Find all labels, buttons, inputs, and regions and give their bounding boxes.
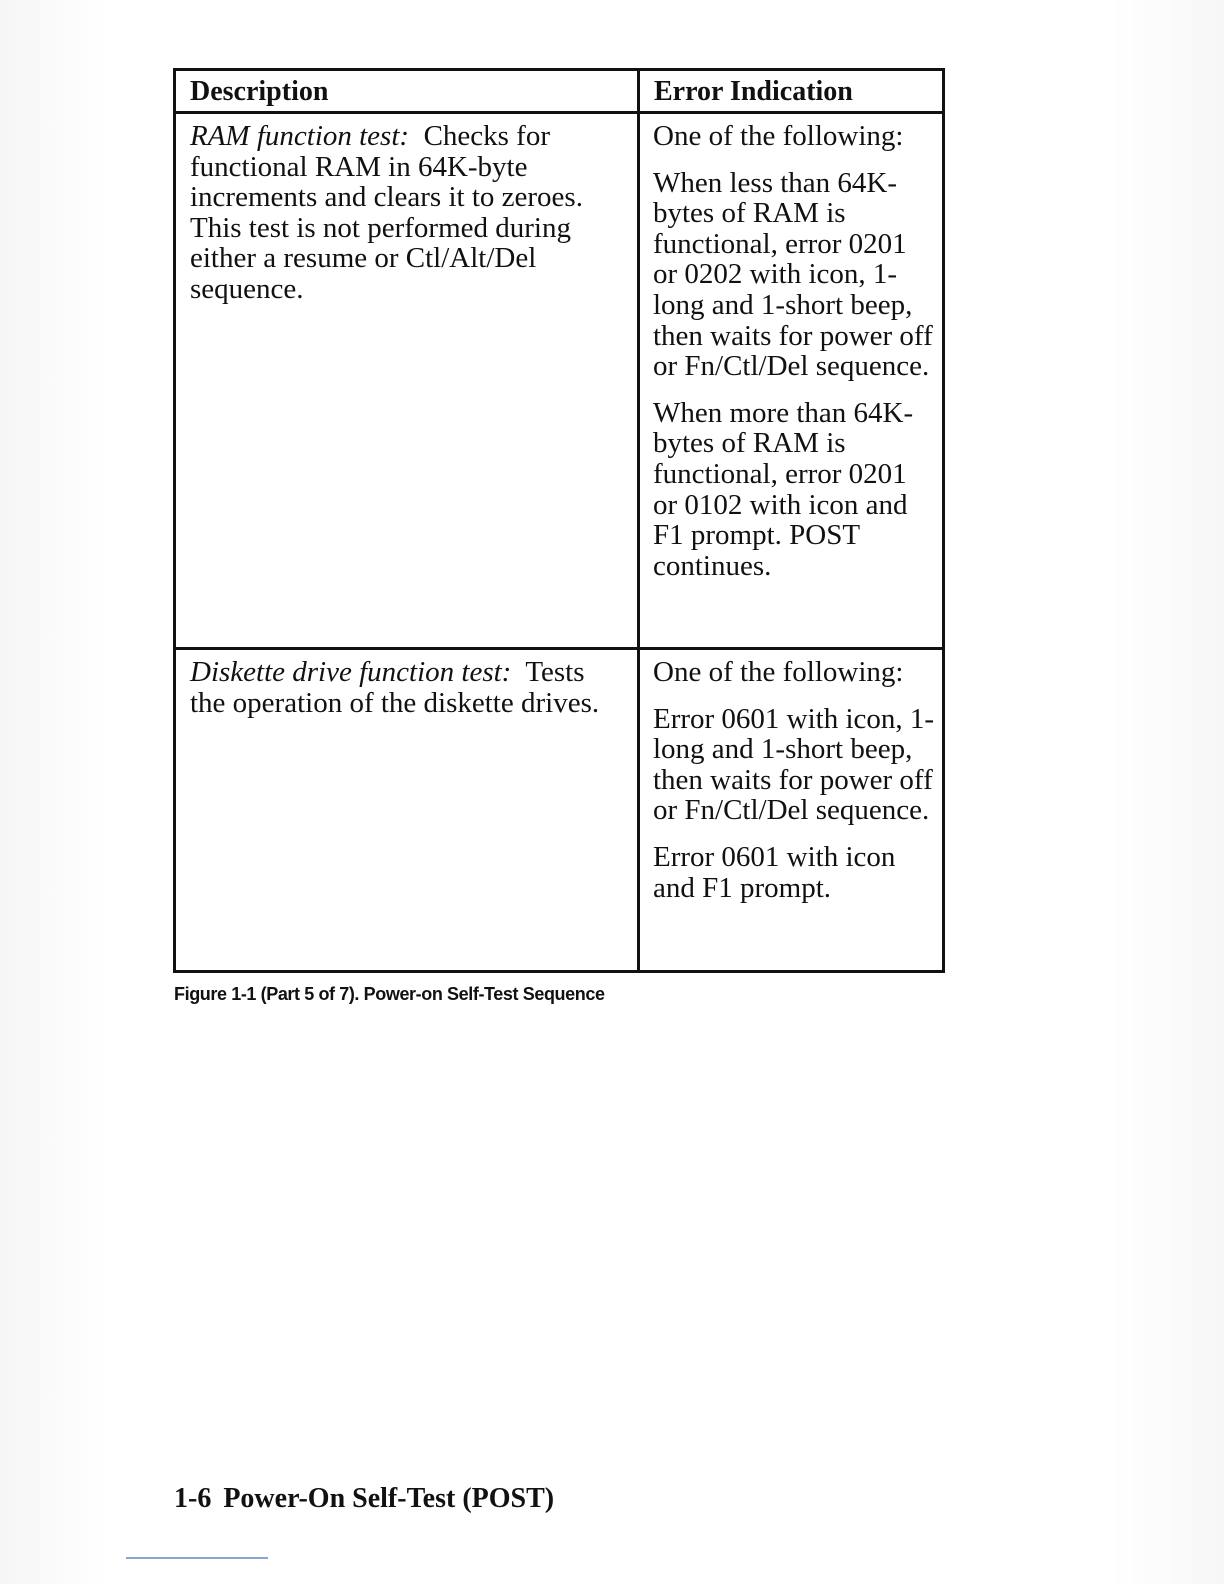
scan-edge-line — [126, 1557, 268, 1559]
table-row — [175, 649, 944, 972]
post-sequence-table — [173, 68, 945, 973]
error-paragraph: One of the following: — [653, 120, 904, 152]
description-cell — [175, 113, 639, 649]
error-paragraph: When more than 64K-bytes of RAM is functional, error 0201 or 0102 with icon and F1 prompt. POST continues. — [653, 396, 914, 582]
figure-caption: Figure 1-1 (Part 5 of 7). Power-on Self-Test Sequence — [174, 984, 605, 1004]
page-footer — [174, 1483, 554, 1515]
test-description: Tests the operation of the diskette drives. — [190, 656, 600, 719]
test-name: Diskette drive function test: — [190, 656, 512, 688]
test-name: RAM function test: — [190, 120, 410, 152]
error-indication-cell — [639, 649, 944, 972]
test-description: Checks for functional RAM in 64K-byte increments and clears it to zeroes. This test is not performed during either a resume or Ctl/Alt/Del sequence. — [190, 120, 583, 305]
column-header-error-indication: Error Indication — [639, 70, 944, 113]
table-row — [175, 113, 944, 649]
error-paragraph: One of the following: — [653, 656, 904, 688]
error-paragraph: Error 0601 with icon and F1 prompt. — [653, 840, 896, 904]
table-header-row — [175, 70, 944, 113]
error-indication-cell — [639, 113, 944, 649]
page-number: 1-6 — [174, 1483, 212, 1514]
description-cell — [175, 649, 639, 972]
column-header-description: Description — [175, 70, 639, 113]
error-paragraph: When less than 64K-bytes of RAM is functional, error 0201 or 0202 with icon, 1-long and 1-short beep, then waits for power off or Fn/Ctl/Del sequence. — [653, 166, 933, 383]
error-paragraph: Error 0601 with icon, 1-long and 1-short beep, then waits for power off or Fn/Ctl/Del sequence. — [653, 702, 935, 827]
section-title: Power-On Self-Test (POST) — [223, 1483, 555, 1514]
